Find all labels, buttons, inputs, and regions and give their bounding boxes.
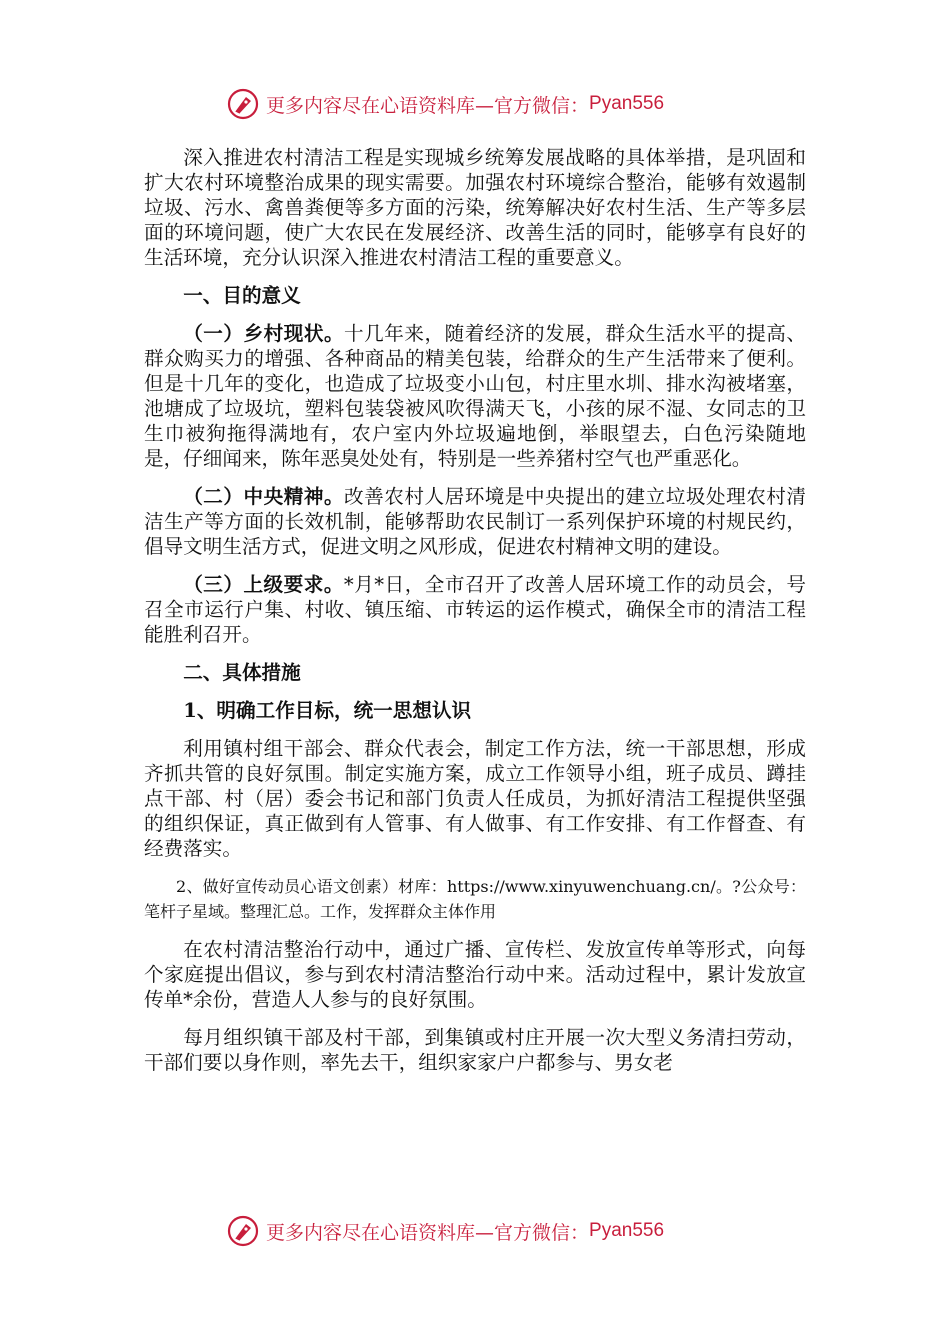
subsection2-line: 2、做好宣传动员心语文创素）材库：https://www.xinyuwenchuang.cn/。?公众号：笔杆子星域。整理汇总。工作，发挥群众主体作用 [144,877,806,921]
section1-heading: 一、目的意义 [183,284,301,307]
intro-paragraph: 深入推进农村清洁工程是实现城乡统筹发展战略的具体举措，是巩固和扩大农村环境整治成果的现实需要。加强农村环境综合整治，能够有效遏制垃圾、污水、禽兽粪便等多方面的污染，统筹解决好农村生活、生产等多层面的环境问题，使广大农民在发展经济、改善生活的同时，能够享有良好的生活环境，充分认识深入推进农村清洁工程的重要意义。 [144,146,806,269]
pen-nib-logo-icon [226,87,260,121]
footer-banner [226,1213,726,1249]
document-body [144,145,806,1088]
section1-item-2 [144,484,806,559]
section1-item-3 [144,572,806,647]
pen-nib-logo-icon [226,1214,260,1248]
item-1-text: 十几年来，随着经济的发展，群众生活水平的提高、群众购买力的增强、各种商品的精美包装，给群众的生产生活带来了便利。但是十几年的变化，也造成了垃圾变小山包，村庄里水圳、排水沟被堵塞，池塘成了垃圾坑，塑料包装袋被风吹得满天飞，小孩的尿不湿、女同志的卫生巾被狗拖得满地有，农户室内外垃圾遍地倒，举眼望去，白色污染随地是，仔细闻来，陈年恶臭处处有，特别是一些养猪村空气也严重恶化。 [144,322,807,470]
item-3-lead: （三）上级要求。 [183,573,344,596]
subsection1-heading: 1、明确工作目标，统一思想认识 [183,699,472,722]
item-3-text: *月*日，全市召开了改善人居环境工作的动员会，号召全市运行户集、村收、镇压缩、市转运的运作模式，确保全市的清洁工程能胜利召开。 [144,573,807,646]
item-2-lead: （二）中央精神。 [183,485,345,508]
publicity-paragraph: 在农村清洁整治行动中，通过广播、宣传栏、发放宣传单等形式，向每个家庭提出倡议，参与到农村清洁整治行动中来。活动过程中，累计发放宣传单*余份，营造人人参与的良好氛围。 [144,938,806,1011]
banner-text: 更多内容尽在心语资料库—官方微信： [266,1221,590,1244]
header-banner [226,86,726,122]
item-1-lead: （一）乡村现状。 [183,322,345,345]
item-2-text: 改善农村人居环境是中央提出的建立垃圾处理农村清洁生产等方面的长效机制，能够帮助农民制订一系列保护环境的村规民约，倡导文明生活方式，促进文明之风形成，促进农村精神文明的建设。 [144,485,807,558]
banner-wechat-id: Pyan556 [589,93,665,114]
cleanup-paragraph: 每月组织镇干部及村干部，到集镇或村庄开展一次大型义务清扫劳动，干部们要以身作则，率先去干，组织家家户户都参与、男女老 [144,1026,806,1074]
banner-wechat-id: Pyan556 [589,1220,665,1241]
subsection1-paragraph: 利用镇村组干部会、群众代表会，制定工作方法，统一干部思想，形成齐抓共管的良好氛围。制定实施方案，成立工作领导小组，班子成员、蹲挂点干部、村（居）委会书记和部门负责人任成员，为抓好清洁工程提供坚强的组织保证，真正做到有人管事、有人做事、有工作安排、有工作督查、有经费落实。 [144,737,806,860]
banner-text: 更多内容尽在心语资料库—官方微信： [266,94,590,117]
section2-heading: 二、具体措施 [183,661,301,684]
section1-item-1 [144,321,806,471]
